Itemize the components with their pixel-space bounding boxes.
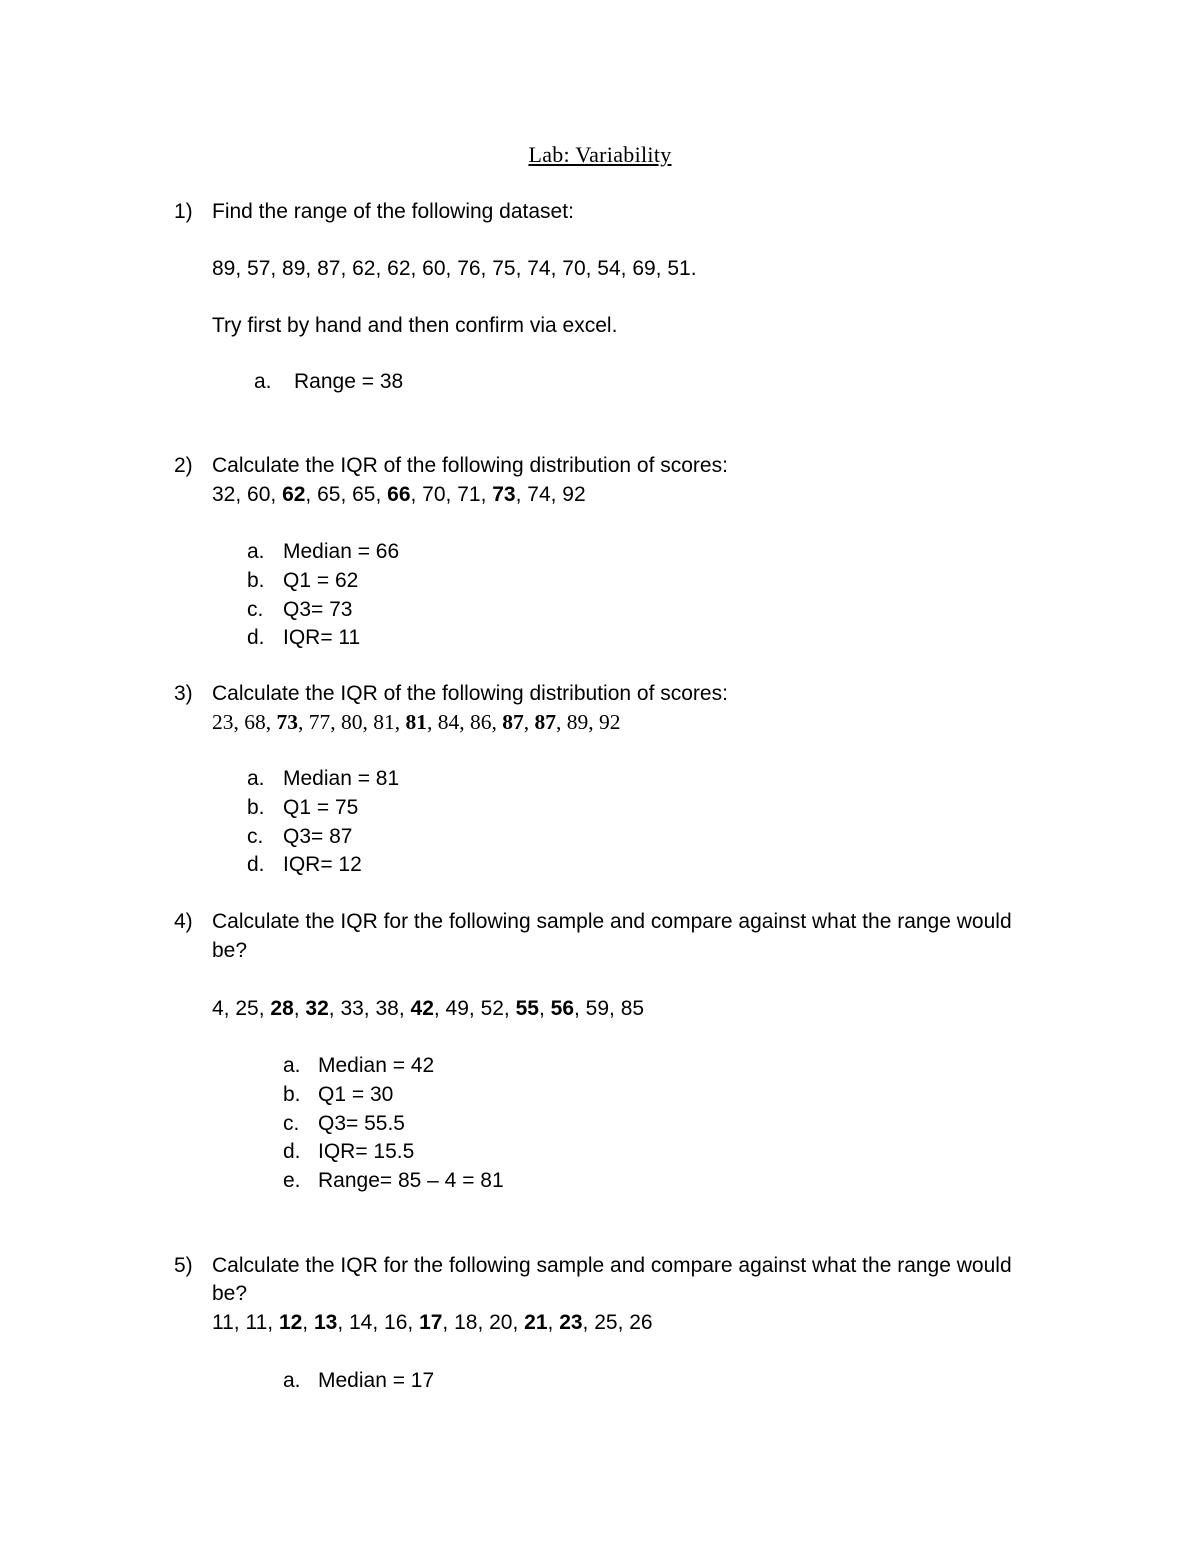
question-number: 4) [174, 910, 193, 933]
dataset-fragment-bold: 13 [313, 1311, 338, 1334]
answer-text: IQR= 15.5 [318, 1140, 415, 1163]
dataset-fragment-bold: 23 [559, 1311, 583, 1334]
answer-marker: b. [283, 1083, 301, 1106]
dataset-fragment-bold: 56 [550, 997, 574, 1020]
question-prompt: Calculate the IQR for the following sample and compare against what the range would [212, 1254, 1012, 1277]
answer-marker: a. [283, 1054, 301, 1077]
dataset-fragment: 11, 11, [212, 1311, 279, 1334]
question-4-prompt-continued: be? [212, 939, 248, 962]
question-4-dataset [212, 994, 644, 1023]
dataset-fragment-bold: 73 [276, 710, 298, 734]
answer-item [0, 623, 1200, 652]
dataset-fragment: , [547, 1311, 560, 1334]
answer-item [0, 850, 1200, 879]
answer-item [0, 1051, 1200, 1080]
answer-text: IQR= 12 [283, 853, 362, 876]
answer-item [0, 793, 1200, 822]
dataset-fragment: , 14, 16, [337, 1311, 420, 1334]
answer-item [0, 1109, 1200, 1138]
question-1-dataset [212, 254, 697, 283]
dataset-fragment-bold: 66 [387, 483, 411, 506]
dataset-fragment: , 25, 26 [582, 1311, 653, 1334]
answer-item [0, 566, 1200, 595]
answer-marker: d. [283, 1140, 301, 1163]
question-1 [0, 197, 1200, 226]
dataset-fragment-bold: 62 [282, 483, 306, 506]
dataset-fragment: , 77, 80, 81, [298, 710, 406, 734]
question-prompt: Calculate the IQR for the following sample and compare against what the range would [212, 910, 1012, 933]
dataset-fragment: , 65, 65, [305, 483, 388, 506]
answer-item [0, 367, 1200, 396]
dataset-fragment-bold: 42 [410, 997, 434, 1020]
dataset-fragment-bold: 12 [278, 1311, 303, 1334]
question-prompt: Find the range of the following dataset: [212, 200, 574, 223]
question-2 [0, 451, 1200, 480]
answer-marker: a. [247, 767, 265, 790]
answer-text: Q3= 55.5 [318, 1112, 405, 1135]
dataset-fragment: , 59, 85 [574, 997, 645, 1020]
answer-item [0, 1080, 1200, 1109]
question-prompt: Calculate the IQR of the following distribution of scores: [212, 682, 728, 705]
dataset-fragment-bold: 32 [305, 997, 329, 1020]
dataset-fragment: , [538, 997, 551, 1020]
question-5 [0, 1251, 1200, 1280]
question-4 [0, 907, 1200, 936]
answer-text: Range = 38 [294, 370, 404, 393]
question-1-instruction: Try first by hand and then confirm via excel. [212, 314, 618, 337]
answer-text: IQR= 11 [283, 626, 361, 649]
answer-text: Q1 = 30 [318, 1083, 394, 1106]
dataset-fragment-bold: 81 [405, 710, 427, 734]
question-5-dataset [212, 1308, 653, 1337]
answer-item [0, 595, 1200, 624]
dataset-fragment-bold: 55 [515, 997, 539, 1020]
answer-marker: c. [247, 825, 264, 848]
question-number: 2) [174, 454, 193, 477]
dataset-fragment: 32, 60, [212, 483, 283, 506]
dataset-fragment: , 74, 92 [515, 483, 586, 506]
answer-marker: b. [247, 796, 265, 819]
dataset-fragment: , 33, 38, [328, 997, 411, 1020]
answer-marker: b. [247, 569, 265, 592]
dataset-fragment: , [293, 997, 306, 1020]
dataset-fragment-bold: 17 [419, 1311, 443, 1334]
answer-text: Q3= 73 [283, 598, 353, 621]
answer-text: Median = 81 [283, 767, 400, 790]
question-prompt: Calculate the IQR of the following distribution of scores: [212, 454, 728, 477]
answer-text: Q3= 87 [283, 825, 353, 848]
answer-text: Q1 = 62 [283, 569, 359, 592]
answer-item [0, 822, 1200, 851]
dataset-fragment: , 70, 71, [410, 483, 493, 506]
question-number: 5) [174, 1254, 193, 1277]
answer-text: Median = 66 [283, 540, 400, 563]
question-2-dataset [212, 480, 586, 509]
answer-item [0, 537, 1200, 566]
question-3-dataset [212, 708, 621, 737]
dataset-fragment: , 84, 86, [427, 710, 503, 734]
answer-text: Median = 42 [318, 1054, 435, 1077]
dataset-fragment: , 49, 52, [433, 997, 516, 1020]
question-3 [0, 679, 1200, 708]
answer-marker: c. [247, 598, 264, 621]
answer-item [0, 1366, 1200, 1395]
dataset-fragment: , 89, 92 [556, 710, 621, 734]
answer-text: Median = 17 [318, 1369, 435, 1392]
question-5-prompt-continued: be? [212, 1282, 248, 1305]
dataset-fragment: , 18, 20, [442, 1311, 525, 1334]
answer-item [0, 1166, 1200, 1195]
dataset-fragment: , [302, 1311, 314, 1334]
answer-item [0, 1137, 1200, 1166]
dataset-fragment: , [523, 710, 535, 734]
answer-marker: c. [283, 1112, 300, 1135]
dataset-values: 89, 57, 89, 87, 62, 62, 60, 76, 75, 74, 70, 54, 69, 51. [212, 257, 697, 280]
dataset-fragment: 4, 25, [212, 997, 271, 1020]
answer-marker: e. [283, 1169, 301, 1192]
answer-marker: a. [283, 1369, 301, 1392]
answer-marker: d. [247, 853, 265, 876]
answer-text: Q1 = 75 [283, 796, 359, 819]
page-title: Lab: Variability [528, 142, 672, 167]
question-number: 1) [174, 200, 193, 223]
answer-marker: d. [247, 626, 265, 649]
answer-text: Range= 85 – 4 = 81 [318, 1169, 504, 1192]
dataset-fragment-bold: 87 [534, 710, 556, 734]
question-number: 3) [174, 682, 193, 705]
answer-item [0, 764, 1200, 793]
answer-marker: a. [254, 370, 272, 393]
dataset-fragment-bold: 21 [524, 1311, 548, 1334]
dataset-fragment-bold: 28 [270, 997, 294, 1020]
dataset-fragment: 23, 68, [212, 710, 277, 734]
dataset-fragment-bold: 73 [492, 483, 516, 506]
dataset-fragment-bold: 87 [502, 710, 524, 734]
answer-marker: a. [247, 540, 265, 563]
